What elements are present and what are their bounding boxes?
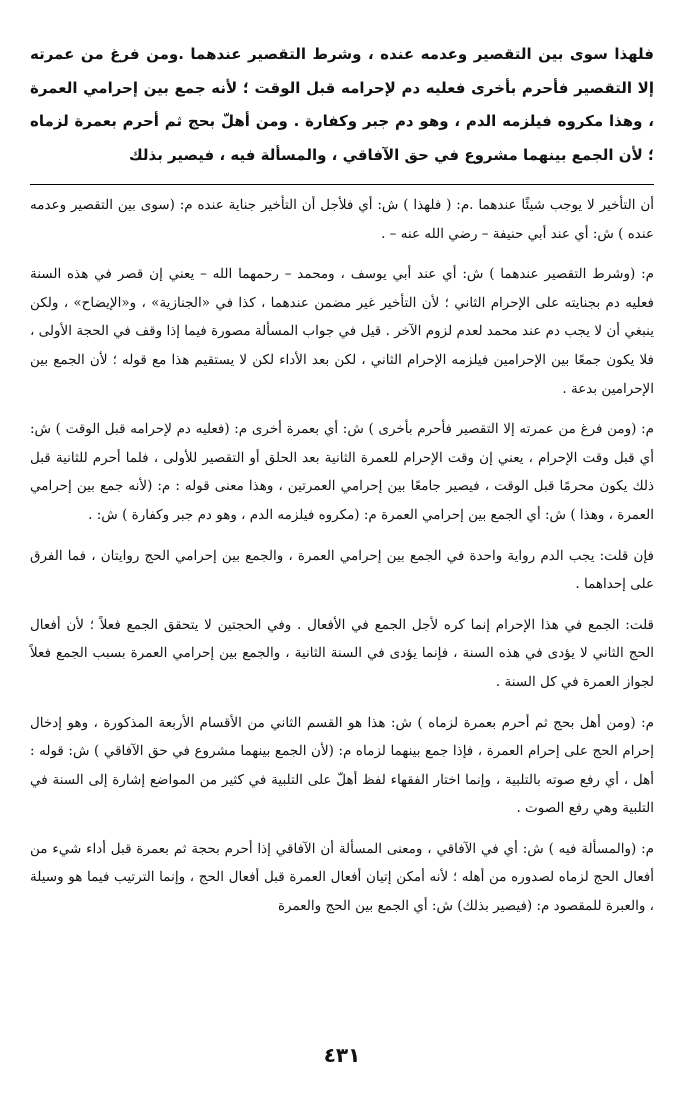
main-text: فلهذا سوى بين التقصير وعدمه عنده ، وشرط التقصير عندهما .ومن فرغ من عمرته إلا التقصير فأحرم بأخرى فعليه دم لإحرامه قبل الوقت ؛ لأنه جمع بين إحرامي العمرة ، وهذا مكروه فيلزمه الدم ، وهو دم جبر وكفارة . ومن أهلّ بحج ثم أحرم بعمرة لزماه ؛ لأن الجمع بينهما مشروع في حق الآفاقي ، والمسألة فيه ، فيصير بذلك xyxy=(30,45,654,164)
commentary-paragraph: أن التأخير لا يوجب شيئًا عندهما .م: ( فلهذا ) ش: أي فلأجل أن التأخير جناية عنده م: (سوى بين التقصير وعدمه عنده ) ش: أي عند أبي حنيفة – رضي الله عنه – . xyxy=(30,197,654,242)
commentary-paragraph: م: (والمسألة فيه ) ش: أي في الآفاقي ، ومعنى المسألة أن الآفاقي إذا أحرم بحجة ثم بعمرة قبل أداء شيء من أفعال الحج لزماه لصدوره من أهله ؛ لأنه أمكن إتيان أفعال العمرة قبل أفعال الحج ، وإنما الترتيب فيما هو وسيلة ، والعبرة للمقصود م: (فيصير بذلك) ش: أي الجمع بين الحج والعمرة xyxy=(30,840,654,915)
page-number: ٤٣١ xyxy=(323,1043,361,1067)
commentary-paragraph: فإن قلت: يجب الدم رواية واحدة في الجمع بين إحرامي العمرة ، والجمع بين إحرامي الحج روايتان ، فما الفرق على إحداهما . xyxy=(30,547,654,593)
commentary xyxy=(30,191,654,921)
commentary-paragraph: م: (ومن فرغ من عمرته إلا التقصير فأحرم بأخرى ) ش: أي بعمرة أخرى م: (فعليه دم لإحرامه قبل الوقت ) ش: أي قبل وقت الإحرام ، يعني إن وقت الإحرام للعمرة الثانية بعد الحلق أو التقصير للأولى ، فلما أحرم للثانية قبل ذلك يكون محرمًا قبل الوقت ، فيصير جامعًا بين إحرامي العمرتين ، وهذا معنى قوله : م: (لأنه جمع بين إحرامي العمرة ، وهذا ) ش: أي الجمع بين إحرامي العمرة م: (مكروه فيلزمه الدم ، وهو دم جبر وكفارة ) ش: . xyxy=(30,421,654,523)
commentary-paragraph: قلت: الجمع في هذا الإحرام إنما كره لأجل الجمع في الأفعال . وفي الحجتين لا يتحقق الجمع فعلاً ؛ لأن أفعال الحج الثاني لا يؤدى في هذه السنة ، فإنما يؤدى في السنة الثانية ، والجمع بين إحرامي العمرة بسبب الجمع فعلاً لجواز العمرة في كل السنة . xyxy=(30,616,654,690)
commentary-paragraph: م: (وشرط التقصير عندهما ) ش: أي عند أبي يوسف ، ومحمد – رحمهما الله – يعني إن قصر في هذه السنة فعليه دم بجنايته على الإحرام الثاني ؛ لأن التأخير غير مضمن عندهما ، كذا في «الجنازية» ، و«الإيضاح» ، ولكن ينبغي أن لا يجب دم عند محمد لعدم لزوم الآخر . قيل في جواب المسألة مصورة فيما إذا وقف في الحجة الأولى ، فلا يكون جمعًا بين الإحرامين فيلزمه الإحرام الثاني ، لكن بعد الأداء لكن لا يستقيم هذا مع قوله ؛ لأن الجمع بين الإحرامين بدعة . xyxy=(30,266,654,397)
commentary-paragraph: م: (ومن أهل بحج ثم أحرم بعمرة لزماه ) ش: هذا هو القسم الثاني من الأقسام الأربعة المذكورة ، وهو إدخال إحرام الحج على إحرام العمرة ، فإذا جمع بينهما لزماه م: (لأن الجمع بينهما مشروع في حق الآفاقي ) ش: قوله : أهل ، أي رفع صوته بالتلبية ، وإنما اختار الفقهاء لفظ أهلّ على التلبية في كثير من المواضع إشارة إلى السنة في التلبية وهي رفع الصوت . xyxy=(30,714,654,817)
separator-line xyxy=(30,184,654,185)
